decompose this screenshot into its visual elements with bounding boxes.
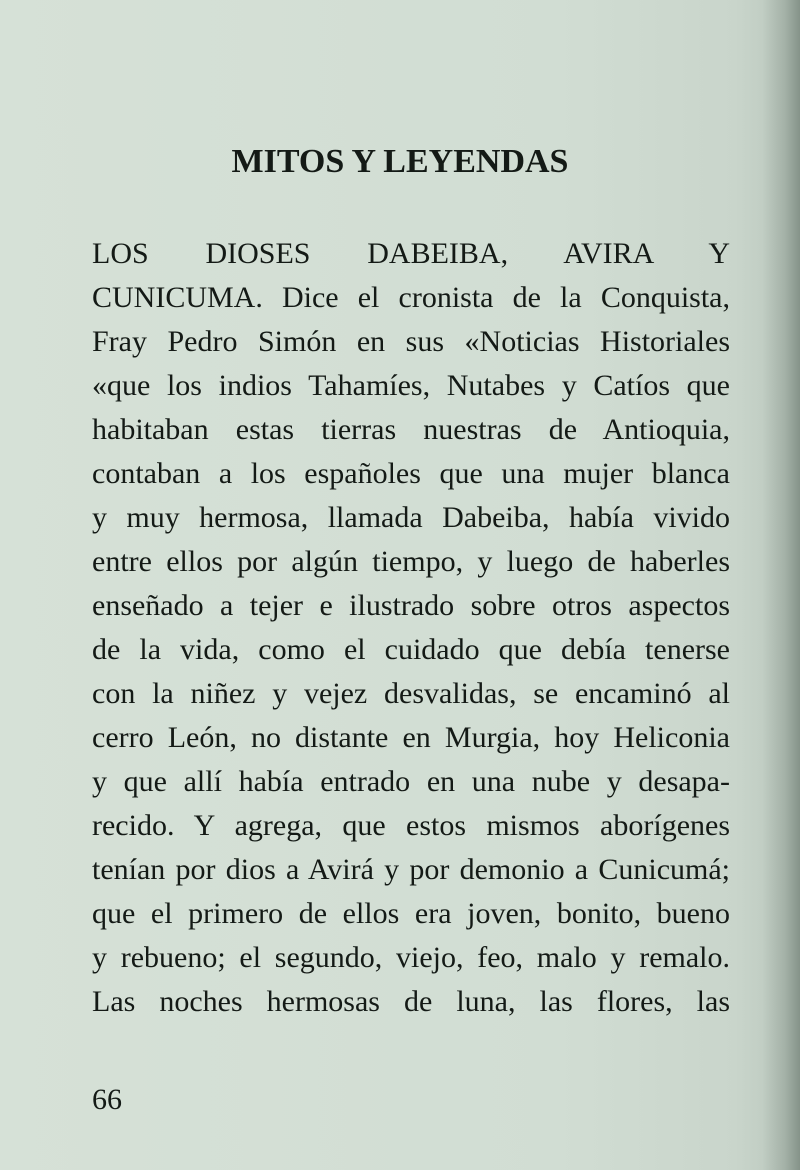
text-line: Fray Pedro Simón en sus «Noticias Historiales	[92, 325, 730, 358]
text-line: y muy hermosa, llamada Dabeiba, había vivido	[92, 501, 730, 534]
text-line: entre ellos por algún tiempo, y luego de haberles	[92, 545, 730, 578]
text-line: con la niñez y vejez desvalidas, se encaminó al	[92, 677, 730, 710]
page-number: 66	[92, 1083, 122, 1116]
text-line: contaban a los españoles que una mujer blanca	[92, 457, 730, 490]
text-line: cerro León, no distante en Murgia, hoy Heliconia	[92, 721, 730, 754]
text-line: y que allí había entrado en una nube y desapa-	[92, 765, 730, 798]
chapter-title: MITOS Y LEYENDAS	[231, 143, 569, 180]
text-line: de la vida, como el cuidado que debía tenerse	[92, 633, 730, 666]
text-line: y rebueno; el segundo, viejo, feo, malo y remalo.	[92, 941, 730, 974]
text-line: recido. Y agrega, que estos mismos aborígenes	[92, 809, 730, 842]
text-line: que el primero de ellos era joven, bonito, bueno	[92, 897, 730, 930]
body-text	[92, 232, 730, 1024]
text-line: LOS DIOSES DABEIBA, AVIRA Y	[92, 237, 730, 270]
text-line: CUNICUMA. Dice el cronista de la Conquista,	[92, 281, 730, 314]
text-line: «que los indios Tahamíes, Nutabes y Catíos que	[92, 369, 730, 402]
text-line: enseñado a tejer e ilustrado sobre otros aspectos	[92, 589, 730, 622]
text-line: habitaban estas tierras nuestras de Antioquia,	[92, 413, 730, 446]
text-line: tenían por dios a Avirá y por demonio a Cunicumá;	[92, 853, 730, 886]
text-line: Las noches hermosas de luna, las flores, las	[92, 985, 730, 1018]
